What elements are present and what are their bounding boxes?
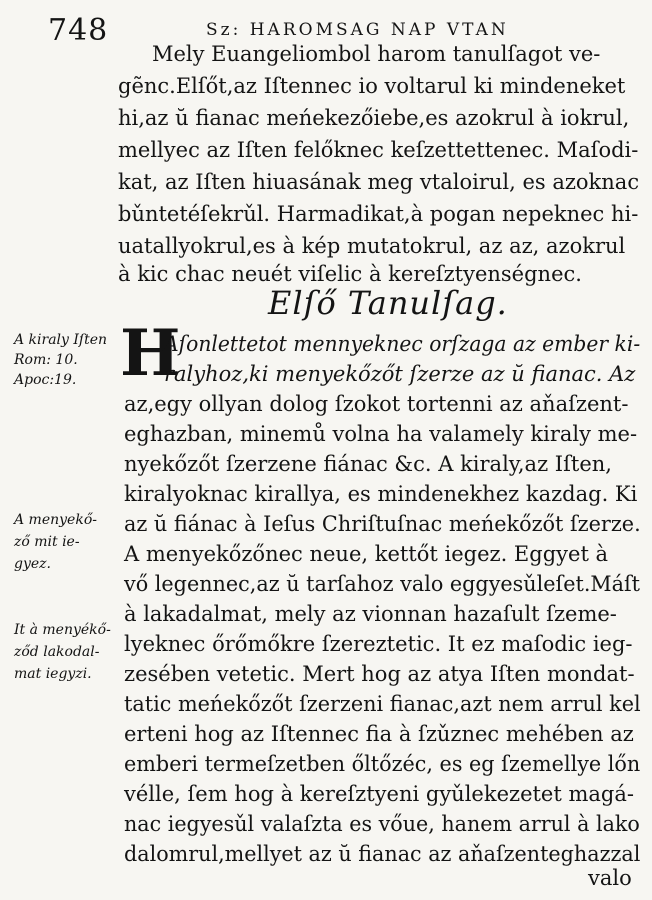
page-number: 748 — [48, 13, 109, 48]
margin-note-line: A menyekő- — [14, 512, 97, 528]
body-line: erteni hog az Iſtennec fia à ſzǔznec mehében az — [124, 722, 634, 746]
section-heading: Elſő Tanulſag. — [268, 284, 508, 322]
margin-note-line: ző mit ie- — [14, 534, 80, 550]
drop-cap: H — [120, 316, 181, 391]
body-line: az ŭ fiánac à Ieſus Chriſtuſnac meńekőzőt ſzerze. — [124, 512, 641, 536]
body-line: Aſonlettetot mennyeknec orſzaga az ember ki- — [164, 332, 641, 356]
body-line: nac iegyesǔl valaſzta es vőue, hanem arrul à lako — [124, 812, 640, 836]
margin-note-line: gyez. — [14, 556, 51, 572]
running-title: Sz: HAROMSAG NAP VTAN — [206, 20, 509, 40]
intro-line: bǔntetéſekrǔl. Harmadikat,à pogan nepeknec hi- — [118, 202, 639, 226]
intro-line: gẽnc.Elſőt,az Iſtennec io voltarul ki mindeneket — [118, 74, 626, 98]
margin-note-line: It à menyékő- — [14, 622, 111, 638]
intro-line: à kic chac neuét viſelic à kereſztyenségnec. — [118, 262, 582, 286]
body-line: dalomrul,mellyet az ŭ fianac az aňaſzenteghazzal — [124, 842, 641, 866]
body-line: nyekőzőt ſzerzene fiánac &c. A kiraly,az Iſten, — [124, 452, 612, 476]
body-line: zesében vetetic. Mert hog az atya Iſten mondat- — [124, 662, 635, 686]
body-line: tatic meńekőzőt ſzerzeni fianac,azt nem arrul kel — [124, 692, 641, 716]
body-line: A menyekőzőnec neue, kettőt iegez. Eggyet à — [124, 542, 609, 566]
body-line: eghazban, minemů volna ha valamely kiraly me- — [124, 422, 638, 446]
margin-note-line: Apoc:19. — [14, 372, 77, 388]
intro-line: uatallyokrul,es à kép mutatokrul, az az, azokrul — [118, 234, 626, 258]
intro-line: hi,az ŭ fianac meńekezőiebe,es azokrul à iokrul, — [118, 106, 630, 130]
body-line: lyeknec őrőmőkre ſzereztetic. It ez maſodic ieg- — [124, 632, 633, 656]
body-line: vélle, ſem hog à kereſztyeni gyǔlekezetet magá- — [124, 782, 634, 806]
margin-note-line: mat iegyzi. — [14, 666, 92, 682]
intro-line: Mely Euangeliombol harom tanulſagot ve- — [152, 42, 601, 66]
body-line: vő legennec,az ŭ tarſahoz valo eggyesǔleſet.Máſt — [124, 572, 641, 596]
margin-note-line: ződ lakodal- — [14, 644, 100, 660]
intro-line: kat, az Iſten hiuasának meg vtaloirul, es azoknac — [118, 170, 640, 194]
body-line: à lakadalmat, mely az vionnan hazaſult ſzeme- — [124, 602, 617, 626]
intro-line: mellyec az Iſten felőknec keſzettettenec. Maſodi- — [118, 138, 639, 162]
body-line: ralyhoz,ki menyekőzőt ſzerze az ŭ fianac. Az — [164, 362, 636, 386]
body-line: emberi termeſzetben őltőzéc, es eg ſzemellye lőn — [124, 752, 641, 776]
margin-note-line: Rom: 10. — [14, 352, 78, 368]
margin-note-line: A kiraly Iſten — [14, 332, 108, 348]
body-line: az,egy ollyan dolog ſzokot tortenni az aňaſzent- — [124, 392, 629, 416]
body-line: kiralyoknac kirallya, es mindenekhez kazdag. Ki — [124, 482, 638, 506]
catchword: valo — [588, 866, 632, 890]
